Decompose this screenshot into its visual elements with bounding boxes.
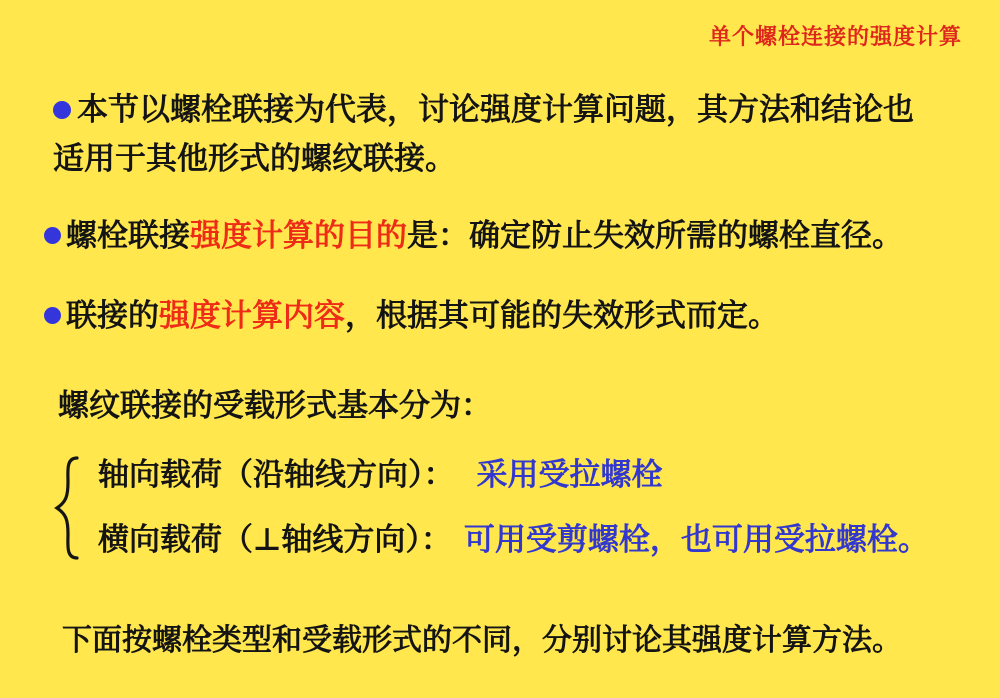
bullet2-line [66,218,903,254]
branch-transverse-label: 横向载荷（⊥轴线方向）： [98,522,452,557]
text-segment: 联接的 [66,298,159,333]
left-brace-icon [52,455,84,561]
bullet-icon [44,227,61,244]
text-segment: 螺栓联接 [66,218,190,253]
footer-text: 下面按螺栓类型和受载形式的不同，分别讨论其强度计算方法。 [62,624,902,657]
text-segment: 是：确定防止失效所需的螺栓直径。 [407,218,903,253]
bullet1-line2: 适用于其他形式的螺纹联接。 [53,141,456,176]
page-title: 单个螺栓连接的强度计算 [708,24,962,49]
load-section-header: 螺纹联接的受载形式基本分为： [58,388,492,423]
branch-transverse-answer: 可用受剪螺栓，也可用受拉螺栓。 [463,522,929,557]
text-segment: ，根据其可能的失效形式而定。 [345,298,779,333]
bullet-icon [44,307,61,324]
text-segment-red: 强度计算的目的 [190,218,407,253]
text-segment-red: 强度计算内容 [159,298,345,333]
branch-transverse-line [98,522,929,558]
bullet-icon [53,101,71,119]
bullet3-line [66,298,779,334]
branch-axial-answer: 采用受拉螺栓 [476,457,663,492]
branch-axial-line [98,457,663,493]
branch-axial-label: 轴向载荷（沿轴线方向）： [98,457,455,492]
bullet1-line1: 本节以螺栓联接为代表，讨论强度计算问题，其方法和结论也 [77,92,914,127]
